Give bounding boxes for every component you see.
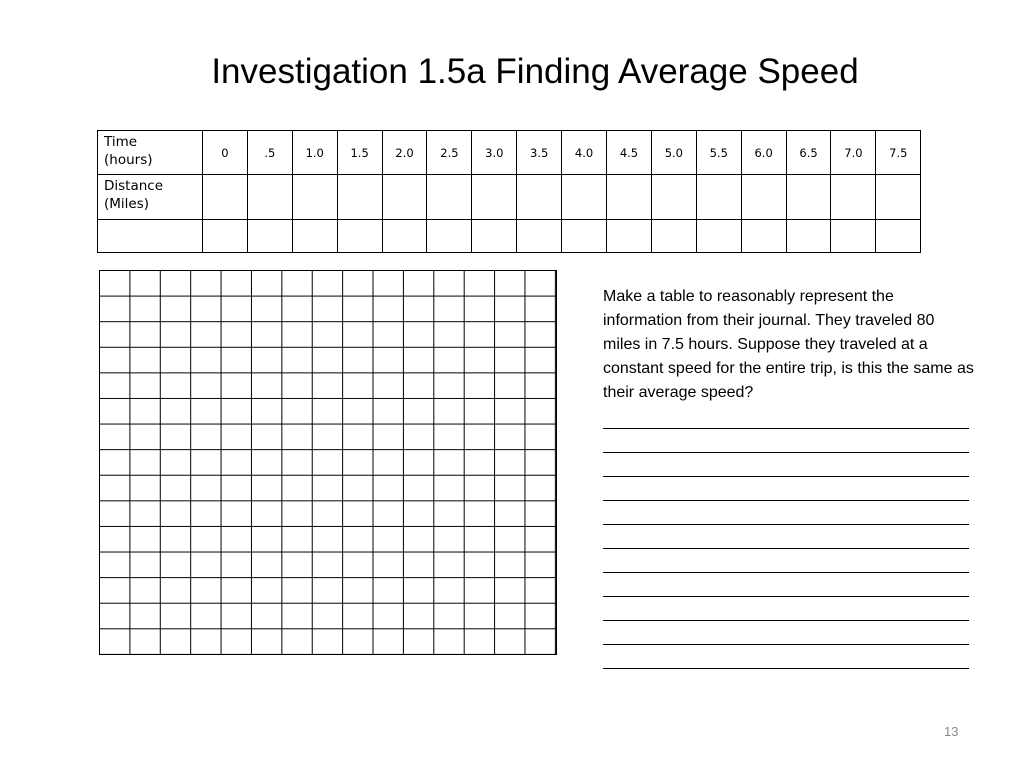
time-value: .5 — [247, 131, 292, 175]
distance-cell[interactable] — [562, 175, 607, 220]
answer-line[interactable] — [603, 621, 969, 645]
answer-line[interactable] — [603, 501, 969, 525]
time-value: 3.0 — [472, 131, 517, 175]
blank-cell[interactable] — [651, 220, 696, 253]
blank-cell[interactable] — [607, 220, 652, 253]
blank-label-cell[interactable] — [98, 220, 203, 253]
blank-row — [98, 220, 921, 253]
question-block — [603, 285, 975, 669]
blank-cell[interactable] — [696, 220, 741, 253]
time-value: 1.0 — [292, 131, 337, 175]
answer-line[interactable] — [603, 597, 969, 621]
distance-cell[interactable] — [651, 175, 696, 220]
distance-row — [98, 175, 921, 220]
distance-cell[interactable] — [876, 175, 921, 220]
blank-cell[interactable] — [741, 220, 786, 253]
time-row — [98, 131, 921, 175]
time-value: 6.5 — [786, 131, 831, 175]
blank-cell[interactable] — [292, 220, 337, 253]
distance-cell[interactable] — [517, 175, 562, 220]
time-value: 6.0 — [741, 131, 786, 175]
answer-line[interactable] — [603, 453, 969, 477]
distance-cell[interactable] — [741, 175, 786, 220]
time-distance-table — [97, 130, 921, 253]
blank-cell[interactable] — [517, 220, 562, 253]
time-value: 3.5 — [517, 131, 562, 175]
page-number: 13 — [944, 724, 959, 739]
distance-cell[interactable] — [786, 175, 831, 220]
distance-cell[interactable] — [247, 175, 292, 220]
blank-cell[interactable] — [562, 220, 607, 253]
distance-cell[interactable] — [203, 175, 248, 220]
distance-cell[interactable] — [382, 175, 427, 220]
distance-unit: (Miles) — [104, 196, 150, 212]
blank-cell[interactable] — [831, 220, 876, 253]
distance-cell[interactable] — [427, 175, 472, 220]
blank-cell[interactable] — [203, 220, 248, 253]
blank-cell[interactable] — [427, 220, 472, 253]
time-value: 5.5 — [696, 131, 741, 175]
distance-cell[interactable] — [696, 175, 741, 220]
time-value: 7.0 — [831, 131, 876, 175]
answer-line[interactable] — [603, 477, 969, 501]
answer-line[interactable] — [603, 549, 969, 573]
blank-cell[interactable] — [786, 220, 831, 253]
time-value: 4.0 — [562, 131, 607, 175]
time-value: 7.5 — [876, 131, 921, 175]
answer-lines — [603, 405, 975, 669]
answer-line[interactable] — [603, 573, 969, 597]
blank-cell[interactable] — [382, 220, 427, 253]
time-unit: (hours) — [104, 152, 153, 168]
distance-label: Distance — [104, 178, 164, 194]
answer-line[interactable] — [603, 429, 969, 453]
distance-cell[interactable] — [831, 175, 876, 220]
distance-cell[interactable] — [337, 175, 382, 220]
distance-cell[interactable] — [292, 175, 337, 220]
distance-cell[interactable] — [607, 175, 652, 220]
distance-cell[interactable] — [472, 175, 517, 220]
blank-cell[interactable] — [876, 220, 921, 253]
time-label-cell — [98, 131, 203, 175]
question-text: Make a table to reasonably represent the information from their journal. They traveled 80 miles in 7.5 hours. Suppose they traveled at a constant speed for the entire trip, is this the same as their average speed? — [603, 288, 974, 401]
graph-grid — [99, 270, 557, 655]
blank-cell[interactable] — [247, 220, 292, 253]
answer-line[interactable] — [603, 645, 969, 669]
slide-title: Investigation 1.5a Finding Average Speed — [211, 52, 859, 91]
answer-line[interactable] — [603, 405, 969, 429]
time-value: 4.5 — [607, 131, 652, 175]
time-value: 1.5 — [337, 131, 382, 175]
time-label: Time — [104, 134, 138, 150]
blank-cell[interactable] — [472, 220, 517, 253]
time-value: 2.0 — [382, 131, 427, 175]
time-value: 2.5 — [427, 131, 472, 175]
time-value: 5.0 — [651, 131, 696, 175]
time-value: 0 — [203, 131, 248, 175]
blank-cell[interactable] — [337, 220, 382, 253]
answer-line[interactable] — [603, 525, 969, 549]
distance-label-cell — [98, 175, 203, 220]
